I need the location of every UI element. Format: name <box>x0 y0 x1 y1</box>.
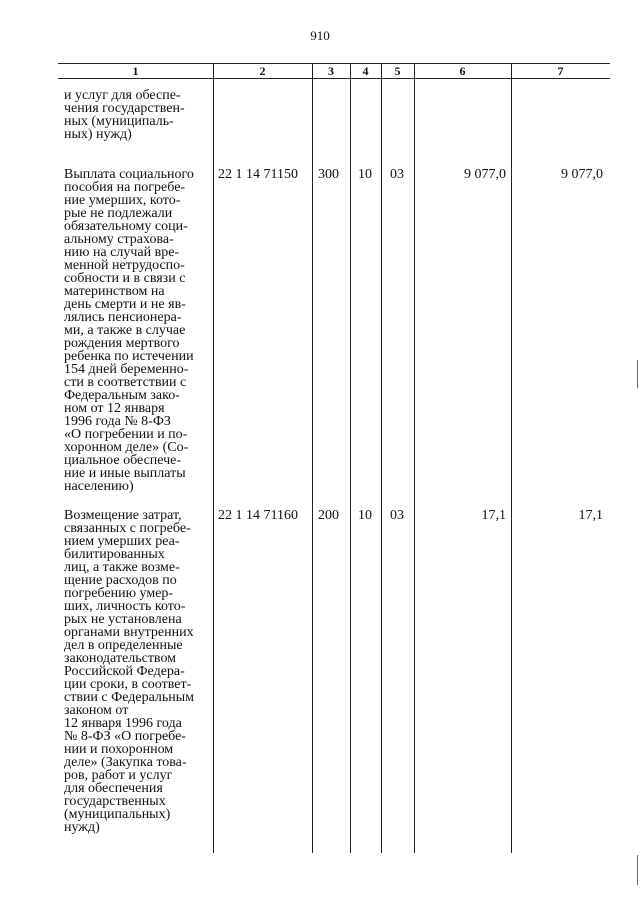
column-rule-2 <box>312 63 313 853</box>
row-description: Выплата социального пособия на погребе- ние умерших, кото- рые не подлежали обязательному соци- альному страхова- нию на случай вре- менной нетрудоспо- собности и в связи с материнством на день смерти и не яв- лялись пенсионера- ми, а также в случае рождения мертвого ребенка по истечении 154 дней беременно- сти в соответствии с Федеральным зако- ном от 12 января 1996 года № 8-ФЗ «О погребении и по- хоронном деле» (Со- циальное обеспече- ние и иные выплаты населению) <box>64 167 194 494</box>
header-col-6: 6 <box>459 64 466 78</box>
row-pr: 03 <box>390 508 404 523</box>
scan-edge-mark <box>637 360 638 388</box>
column-rule-4 <box>381 63 382 853</box>
column-rule-6 <box>511 63 512 853</box>
row-vr: 200 <box>318 508 339 523</box>
row-rz: 10 <box>358 508 372 523</box>
row-sum-7: 9 077,0 <box>561 167 603 182</box>
row-code: 22 1 14 71160 <box>218 508 298 523</box>
scan-edge-mark <box>637 855 638 885</box>
row-rz: 10 <box>358 167 372 182</box>
budget-table <box>58 63 610 835</box>
column-rule-3 <box>350 63 351 853</box>
row-description: и услуг для обеспе- чения государствен- ных (муниципаль- ных) нужд) <box>64 88 185 142</box>
header-col-7: 7 <box>557 64 564 78</box>
header-col-5: 5 <box>394 64 401 78</box>
header-col-4: 4 <box>362 64 369 78</box>
header-col-2: 2 <box>259 64 266 78</box>
row-code: 22 1 14 71150 <box>218 167 298 182</box>
column-rule-1 <box>213 63 214 853</box>
row-pr: 03 <box>390 167 404 182</box>
row-vr: 300 <box>318 167 339 182</box>
row-sum-6: 9 077,0 <box>464 167 506 182</box>
header-col-3: 3 <box>328 64 334 78</box>
table-header-row <box>58 63 610 79</box>
row-sum-7: 17,1 <box>578 508 603 523</box>
column-rule-5 <box>414 63 415 853</box>
row-sum-6: 17,1 <box>481 508 506 523</box>
page-number: 910 <box>310 28 330 43</box>
header-col-1: 1 <box>132 64 139 78</box>
row-description: Возмещение затрат, связанных с погребе- нием умерших реа- билитированных лиц, а также возме- щение расходов по погребению умер- ших, личность кото- рых не установлена органами внутренних дел в определенные законодательством Российской Федера- ции сроки, в соответ- ствии с Федеральным законом от 12 января 1996 года № 8-ФЗ «О погребе- нии и похоронном деле» (Закупка това- ров, работ и услуг для обеспечения государственных (муниципальных) нужд) <box>64 508 195 835</box>
